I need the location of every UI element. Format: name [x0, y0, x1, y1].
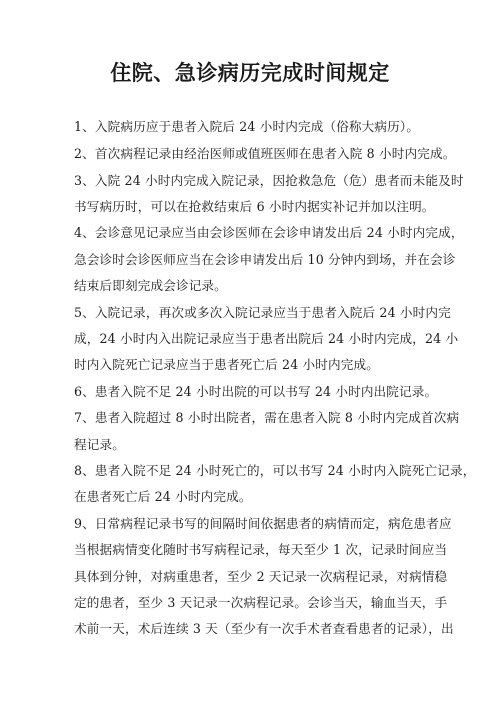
text-line: 结束后即刻完成会诊记录。	[74, 278, 227, 293]
text-line: 9、日常病程记录书写的间隔时间依据患者的病情而定，病危患者应	[74, 516, 452, 531]
document-title: 住院、急诊病历完成时间规定	[110, 60, 390, 85]
text-line: 具体到分钟，对病重患者，至少 2 天记录一次病程记录，对病情稳	[74, 569, 448, 584]
text-line: 6、患者入院不足 24 小时出院的可以书写 24 小时内出院记录。	[74, 384, 438, 399]
text-line: 5、入院记录，再次或多次入院记录应当于患者入院后 24 小时内完	[74, 305, 451, 320]
text-line: 7、患者入院超过 8 小时出院者，需在患者入院 8 小时内完成首次病	[74, 410, 460, 425]
text-line: 术前一天，术后连续 3 天（至少有一次手术者查看患者的记录），出	[74, 621, 454, 636]
text-line: 8、患者入院不足 24 小时死亡的，可以书写 24 小时内入院死亡记录，	[74, 463, 476, 478]
text-line: 2、首次病程记录由经治医师或值班医师在患者入院 8 小时内完成。	[74, 146, 456, 161]
text-line: 在患者死亡后 24 小时内完成。	[74, 489, 252, 504]
text-line: 书写病历时，可以在抢救结束后 6 小时内据实补记并加以注明。	[74, 199, 435, 214]
text-line: 4、会诊意见记录应当由会诊医师在会诊申请发出后 24 小时内完成，	[74, 225, 464, 240]
text-line: 成，24 小时内入出院记录应当于患者出院后 24 小时内完成，24 小	[74, 331, 459, 346]
text-line: 1、入院病历应于患者入院后 24 小时内完成（俗称大病历）。	[74, 119, 420, 134]
text-line: 时内入院死亡记录应当于患者死亡后 24 小时内完成。	[74, 357, 379, 372]
text-line: 程记录。	[74, 437, 125, 452]
text-line: 急会诊时会诊医师应当在会诊申请发出后 10 分钟内到场，并在会诊	[74, 252, 456, 267]
text-line: 定的患者，至少 3 天记录一次病程记录。会诊当天，输血当天，手	[74, 595, 448, 610]
text-line: 当根据病情变化随时书写病程记录，每天至少 1 次，记录时间应当	[74, 542, 448, 557]
text-line: 3、入院 24 小时内完成入院记录，因抢救急危（危）患者而未能及时	[74, 173, 464, 188]
